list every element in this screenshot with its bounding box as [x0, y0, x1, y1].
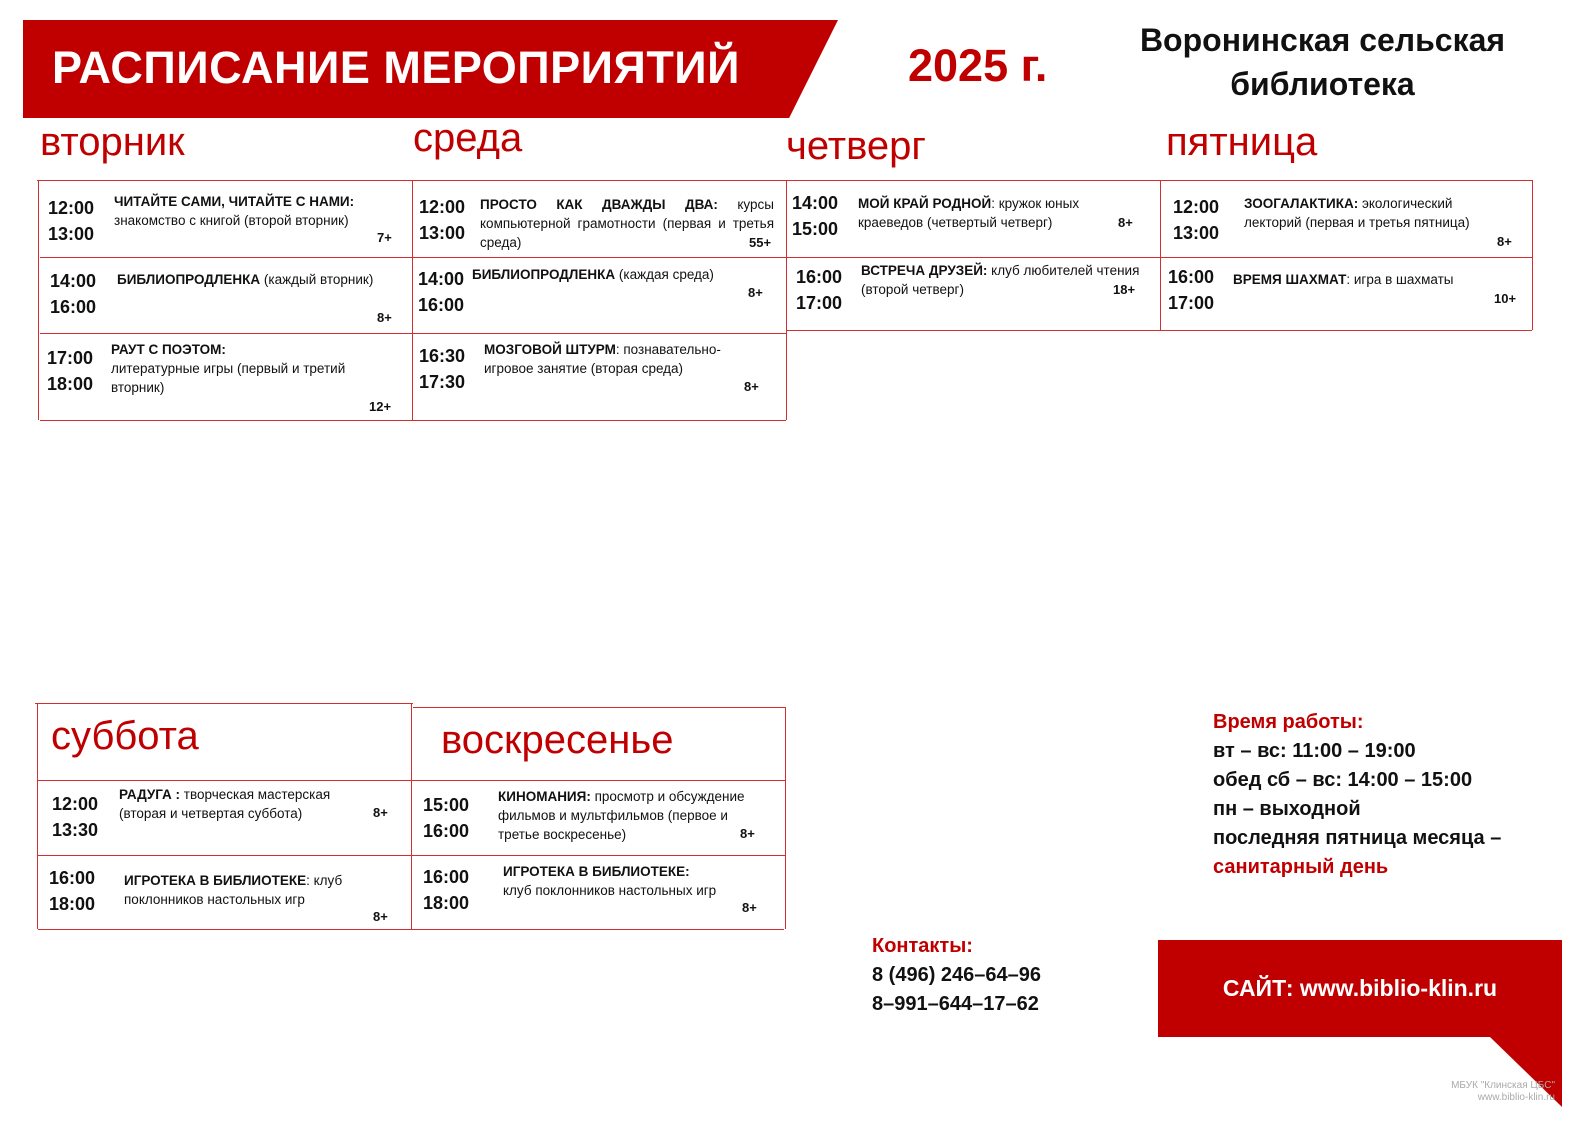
grid-line	[1160, 180, 1161, 330]
grid-line	[411, 703, 412, 929]
grid-line	[38, 180, 39, 420]
event-end: 16:00	[50, 297, 97, 317]
event-name: МОЗГОВОЙ ШТУРМ	[484, 342, 616, 357]
age-rating: 8+	[373, 805, 388, 820]
event-start: 16:00	[423, 867, 470, 887]
grid-line	[40, 420, 786, 421]
contacts	[872, 932, 1041, 1019]
page-title: РАСПИСАНИЕ МЕРОПРИЯТИЙ	[52, 42, 740, 93]
event-name: МОЙ КРАЙ РОДНОЙ	[858, 196, 992, 211]
event-start: 17:00	[47, 348, 94, 368]
event-end: 15:00	[792, 219, 839, 239]
grid-line	[785, 707, 786, 929]
event-text: : познавательно-игровое занятие (вторая среда)	[484, 342, 721, 376]
event-name: ПРОСТО КАК ДВАЖДЫ ДВА:	[480, 197, 718, 212]
event-name: БИБЛИОПРОДЛЕНКА	[472, 267, 616, 282]
event-start: 16:00	[49, 868, 96, 888]
hours-line: последняя пятница месяца –	[1213, 827, 1502, 849]
event-end: 18:00	[47, 374, 94, 394]
event-text: знакомство с книгой (второй вторник)	[114, 213, 349, 228]
event-text: : кружок юных краеведов (четвертый четверг)	[858, 196, 1080, 230]
event-text: клуб поклонников настольных игр	[503, 883, 717, 898]
event-end: 17:30	[419, 372, 466, 392]
event-text: экологический лекторий (первая и третья пятница)	[1244, 196, 1470, 230]
phone-number: 8 (496) 246–64–96	[872, 964, 1042, 986]
event-name: ВРЕМЯ ШАХМАТ	[1233, 272, 1347, 287]
phone-number: 8–991–644–17–62	[872, 993, 1039, 1015]
day-tuesday: вторник	[40, 120, 185, 164]
event-text: : игра в шахматы	[1346, 272, 1454, 287]
event-end: 17:00	[796, 293, 843, 313]
sanitary-day: санитарный день	[1213, 856, 1389, 878]
event-text: : клуб поклонников настольных игр	[124, 873, 343, 907]
event-end: 16:00	[418, 295, 465, 315]
age-rating: 8+	[377, 310, 392, 325]
grid-line	[1532, 180, 1533, 330]
day-friday: пятница	[1166, 120, 1318, 164]
grid-line	[412, 180, 413, 420]
grid-line	[786, 330, 1532, 331]
site-link[interactable]: САЙТ: www.biblio-klin.ru	[1222, 975, 1498, 1001]
event-text: просмотр и обсуждение фильмов и мультфильмов (первое и третье воскресенье)	[498, 789, 745, 842]
event-text: клуб любителей чтения (второй четверг)	[861, 263, 1140, 297]
opening-hours	[1213, 708, 1501, 882]
age-rating: 8+	[1118, 215, 1133, 230]
event-end: 13:00	[1173, 223, 1220, 243]
hours-line: обед сб – вс: 14:00 – 15:00	[1213, 769, 1473, 791]
event-text: литературные игры (первый и третий вторник)	[111, 361, 346, 395]
age-rating: 8+	[748, 285, 763, 300]
event-start: 15:00	[423, 795, 470, 815]
library-name-line2: библиотека	[1230, 66, 1415, 102]
day-saturday: суббота	[51, 714, 199, 758]
event-end: 18:00	[423, 893, 470, 913]
age-rating: 8+	[744, 379, 759, 394]
event-name: РАУТ С ПОЭТОМ:	[111, 342, 226, 357]
event-end: 13:30	[52, 820, 99, 840]
watermark	[1380, 1080, 1555, 1104]
event-start: 16:00	[1168, 267, 1215, 287]
event-end: 13:00	[48, 224, 95, 244]
library-name	[1130, 18, 1515, 106]
age-rating: 8+	[373, 909, 388, 924]
event-end: 18:00	[49, 894, 96, 914]
age-rating: 18+	[1113, 282, 1136, 297]
event-name: ЗООГАЛАКТИКА:	[1244, 196, 1359, 211]
event-start: 12:00	[52, 794, 99, 814]
grid-line	[38, 929, 784, 930]
library-name-line1: Воронинская сельская	[1139, 22, 1506, 58]
event-name: КИНОМАНИЯ:	[498, 789, 591, 804]
event-text: (каждая среда)	[615, 267, 714, 282]
contacts-title: Контакты:	[872, 935, 973, 957]
watermark-line2: www.biblio-klin.ru	[1477, 1092, 1555, 1103]
age-rating: 7+	[377, 230, 392, 245]
hours-line: пн – выходной	[1213, 798, 1361, 820]
day-sunday: воскресенье	[441, 718, 674, 762]
event-name: БИБЛИОПРОДЛЕНКА	[117, 272, 261, 287]
age-rating: 8+	[742, 900, 757, 915]
event-text: творческая мастерская (вторая и четвертая суббота)	[119, 787, 331, 821]
grid-line	[37, 180, 1532, 181]
event-end: 16:00	[423, 821, 470, 841]
day-thursday: четверг	[786, 124, 926, 168]
grid-line	[37, 703, 38, 929]
event-name: ИГРОТЕКА В БИБЛИОТЕКЕ	[124, 873, 307, 888]
age-rating: 12+	[369, 399, 392, 414]
event-end: 13:00	[419, 223, 466, 243]
age-rating: 8+	[1497, 234, 1512, 249]
hours-line: вт – вс: 11:00 – 19:00	[1213, 740, 1416, 762]
event-start: 12:00	[419, 197, 466, 217]
grid-line	[40, 333, 786, 334]
event-start: 14:00	[50, 271, 97, 291]
event-name: ВСТРЕЧА ДРУЗЕЙ:	[861, 263, 988, 278]
grid-line	[413, 707, 786, 708]
age-rating: 8+	[740, 826, 755, 841]
event-text: курсы компьютерной грамотности (первая и третья среда)	[480, 197, 774, 250]
event-text: (каждый вторник)	[260, 272, 374, 287]
grid-line	[35, 703, 413, 704]
year: 2025 г.	[908, 40, 1048, 91]
watermark-line1: МБУК "Клинская ЦБС"	[1451, 1080, 1555, 1091]
event-name: ЧИТАЙТЕ САМИ, ЧИТАЙТЕ С НАМИ:	[114, 194, 355, 209]
day-wednesday: среда	[413, 116, 523, 160]
event-start: 12:00	[1173, 197, 1220, 217]
age-rating: 10+	[1494, 291, 1517, 306]
event-name: РАДУГА :	[119, 787, 181, 802]
event-end: 17:00	[1168, 293, 1215, 313]
grid-line	[786, 180, 787, 420]
event-start: 16:00	[796, 267, 843, 287]
event-start: 16:30	[419, 346, 466, 366]
event-name: ИГРОТЕКА В БИБЛИОТЕКЕ:	[503, 864, 690, 879]
event-start: 14:00	[792, 193, 839, 213]
opening-hours-title: Время работы:	[1213, 711, 1364, 733]
event-start: 12:00	[48, 198, 95, 218]
age-rating: 55+	[749, 235, 772, 250]
event-start: 14:00	[418, 269, 465, 289]
